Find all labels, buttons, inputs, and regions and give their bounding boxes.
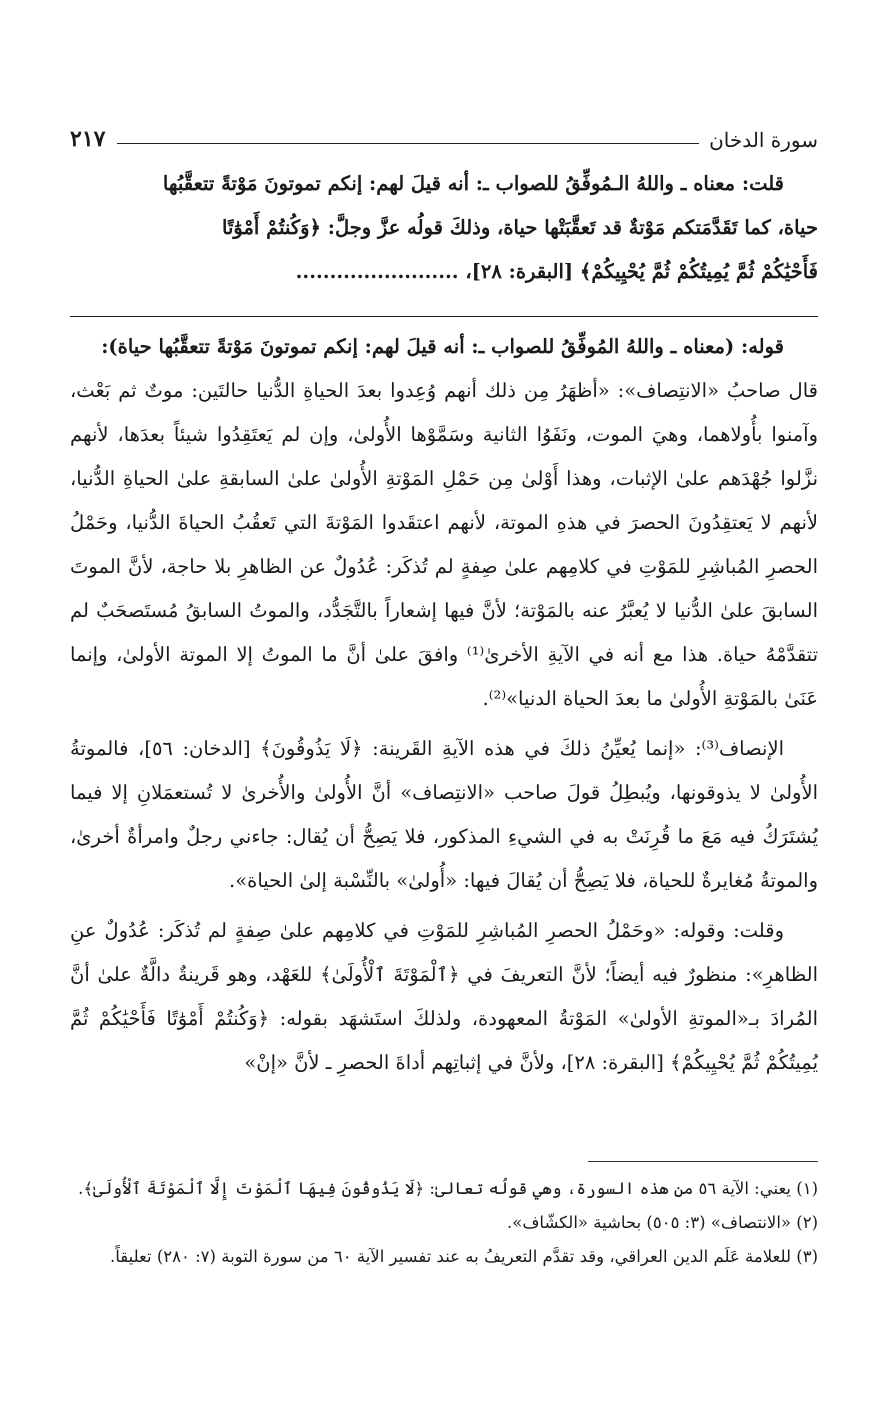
footnotes — [70, 1172, 818, 1280]
footnote: (٣) للعلامة عَلَم الدين العراقي، وقد تقدَّم التعريفُ به عند تفسير الآية ٦٠ من سورة التوبة (٧: ٢٨٠) تعليقاً. — [109, 1247, 818, 1266]
main-text-line: فَأَحْيَٰكُمْ ثُمَّ يُمِيتُكُمْ ثُمَّ يُحْيِيكُمْ﴾ [البقرة: ٢٨]، ........................ — [295, 260, 818, 283]
footnote: (١) يعني: الآية ٥٦ من هذه السورة، وهي قولُه تعالىٰ: ﴿لَا يَذُوقُونَ فِيهَا ٱلْمَوْتَ إِلَّا ٱلْمَوْتَةَ ٱلْأُولَىٰ﴾. — [78, 1179, 818, 1198]
footnote-separator — [588, 1161, 818, 1162]
commentary — [70, 325, 818, 1143]
header-rule — [117, 143, 699, 144]
footnote: (٢) «الانتصاف» (٣: ٥٠٥) بحاشية «الكشّاف». — [506, 1213, 818, 1232]
commentary-paragraph: قال صاحبُ «الانتِصاف»: «أظهَرُ مِن ذلك أنهم وُعِدوا بعدَ الحياةِ الدُّنيا حالتَين: موتٌ ثم بَعْث، وآمنوا بأُولاهما، وهيَ الموت، ونَفَوُا الثانية وسَمَّوْها الأُولىٰ، وإن لم يَعتَقِدُوا شيئاً بعدَها، لأنهم نزَّلوا جُهْدَهم علىٰ الإثبات، وهذا أَوْلىٰ مِن حَمْلِ المَوْتةِ الأُولىٰ علىٰ السابقةِ علىٰ الحياةِ الدُّنيا، لأنهم لا يَعتقِدُونَ الحصرَ في هذهِ الموتة، لأنهم اعتقَدوا المَوْتةَ التي تَعقُبُ الحياةَ الدُّنيا، وحَمْلُ الحصرِ المُباشِرِ للمَوْتِ في كلامِهم علىٰ صِفةٍ لم تُذكَر: عُدُولٌ عن الظاهرِ بلا حاجة، لأنَّ الموتَ السابقَ علىٰ الدُّنيا لا يُعبَّرُ عنه بالمَوْتة؛ لأنَّ فيها إشعاراً بالتَّجَدُّد، والموتُ السابقُ مُستَصحَبٌ لم تتقدَّمْهُ حياة. هذا مع أنه في الآيةِ الأخرىٰ⁽¹⁾ وافقَ علىٰ أنَّ ما الموتُ إلا الموتة الأولىٰ، وإنما عَنَىٰ بالمَوْتةِ الأُولىٰ ما بعدَ الحياة الدنيا»⁽²⁾. — [70, 379, 818, 710]
main-text-line: قلت: معناه ـ واللهُ الـمُوفِّقُ للصواب ـ: أنه قيلَ لهم: إنكم تموتونَ مَوْتةً تتعقَّبُها — [162, 172, 784, 195]
section-separator — [70, 316, 818, 317]
running-header — [70, 118, 818, 152]
page-number: ٢١٧ — [70, 126, 106, 152]
main-text-line: حياة، كما تَقَدَّمَتكم مَوْتةٌ قد تَعقَّبَتْها حياة، وذلكَ قولُه عزَّ وجلَّ: ﴿وَكُنتُمْ أَمْوَٰتًا — [222, 216, 818, 239]
document-page — [70, 118, 818, 1280]
surah-title: سورة الدخان — [709, 128, 818, 152]
commentary-lemma: قوله: (معناه ـ واللهُ المُوفِّقُ للصواب ـ: أنه قيلَ لهم: إنكم تموتونَ مَوْتةً تتعقَّبُها حياة): — [101, 335, 784, 358]
commentary-paragraph: وقلت: وقوله: «وحَمْلُ الحصرِ المُباشِرِ للمَوْتِ في كلامِهم علىٰ صِفةٍ لم تُذكَر: عُدُولٌ عنِ الظاهرِ»: منظورٌ فيه أيضاً؛ لأنَّ التعريفَ في ﴿ٱلْمَوْتَةَ ٱلْأُولَىٰ﴾ للعَهْد، وهو قَرينةٌ دالَّةٌ علىٰ أنَّ المُرادَ بـ«الموتةِ الأولىٰ» المَوْتةُ المعهودة، ولذلكَ استَشهَد بقوله: ﴿وَكُنتُمْ أَمْوَٰتًا فَأَحْيَٰكُمْ ثُمَّ يُمِيتُكُمْ ثُمَّ يُحْيِيكُمْ﴾ [البقرة: ٢٨]، ولأنَّ في إثباتِهم أداةَ الحصرِ ـ لأنَّ «إنْ» — [70, 919, 818, 1074]
commentary-paragraph: الإنصاف⁽³⁾: «إنما يُعيِّنُ ذلكَ في هذه الآيةِ القَرينة: ﴿لَا يَذُوقُونَ﴾ [الدخان: ٥٦]، فالموتةُ الأُولىٰ لا يذوقونها، ويُبطِلُ قولَ صاحب «الانتِصاف» أنَّ الأُولىٰ والأُخرىٰ لا تُستعمَلانِ إلا فيما يُشتَرَكُ فيه مَعَ ما قُرِنَتْ به في الشيءِ المذكور، فلا يَصِحُّ أن يُقال: جاءني رجلٌ وامرأةٌ أخرىٰ، والموتةُ مُغايرةٌ للحياة، فلا يَصِحُّ أن يُقالَ فيها: «أُولىٰ» بالنِّسْبة إلىٰ الحياة». — [70, 737, 818, 892]
main-text — [70, 162, 818, 304]
